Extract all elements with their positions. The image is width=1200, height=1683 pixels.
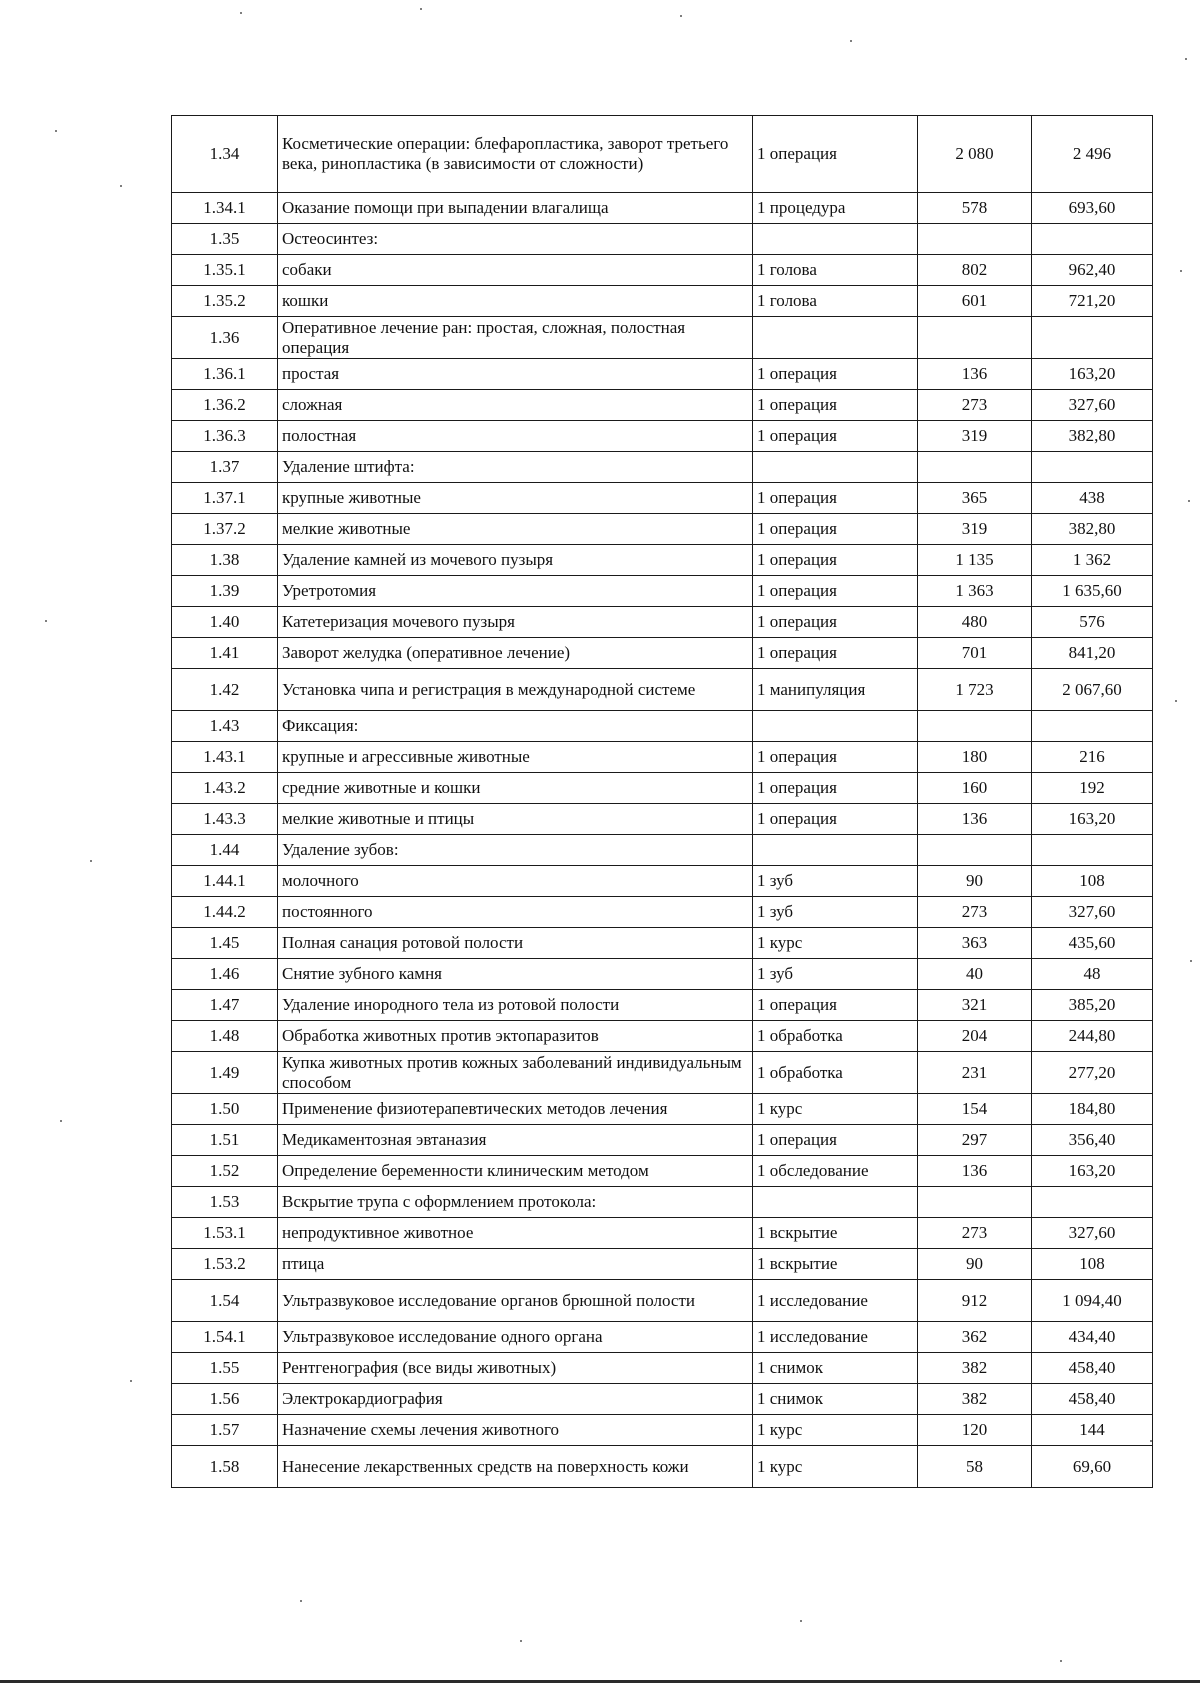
- table-row: [172, 607, 1153, 638]
- row-number-cell: 1.42: [172, 669, 278, 711]
- row-unit-cell: 1 операция: [753, 359, 918, 390]
- row-number-cell: 1.36.1: [172, 359, 278, 390]
- row-name-cell: Уретротомия: [278, 576, 753, 607]
- row-price-cell: 382: [918, 1353, 1032, 1384]
- row-price-vat-cell: 184,80: [1032, 1094, 1153, 1125]
- row-unit-cell: 1 операция: [753, 421, 918, 452]
- row-price-cell: 319: [918, 514, 1032, 545]
- row-name-cell: Катетеризация мочевого пузыря: [278, 607, 753, 638]
- row-unit-cell: 1 курс: [753, 1415, 918, 1446]
- table-row: [172, 638, 1153, 669]
- row-number-cell: 1.36.3: [172, 421, 278, 452]
- row-price-vat-cell: [1032, 1187, 1153, 1218]
- scan-speck: [1185, 58, 1187, 60]
- scan-speck: [1190, 960, 1192, 962]
- row-name-cell: Электрокардиография: [278, 1384, 753, 1415]
- table-row: [172, 193, 1153, 224]
- row-price-vat-cell: 458,40: [1032, 1353, 1153, 1384]
- table-row: [172, 1052, 1153, 1094]
- row-price-vat-cell: 721,20: [1032, 286, 1153, 317]
- table-row: [172, 1094, 1153, 1125]
- row-unit-cell: 1 операция: [753, 514, 918, 545]
- row-price-cell: 160: [918, 773, 1032, 804]
- table-row: [172, 773, 1153, 804]
- row-price-vat-cell: 382,80: [1032, 421, 1153, 452]
- row-price-vat-cell: 458,40: [1032, 1384, 1153, 1415]
- row-number-cell: 1.43.3: [172, 804, 278, 835]
- table-row: [172, 1021, 1153, 1052]
- row-price-cell: 319: [918, 421, 1032, 452]
- row-price-vat-cell: 163,20: [1032, 804, 1153, 835]
- row-unit-cell: 1 операция: [753, 638, 918, 669]
- table-row: [172, 255, 1153, 286]
- row-price-vat-cell: 438: [1032, 483, 1153, 514]
- scan-speck: [1188, 500, 1190, 502]
- row-price-vat-cell: 1 635,60: [1032, 576, 1153, 607]
- scan-speck: [120, 185, 122, 187]
- row-number-cell: 1.40: [172, 607, 278, 638]
- row-price-vat-cell: 356,40: [1032, 1125, 1153, 1156]
- row-unit-cell: 1 операция: [753, 773, 918, 804]
- row-number-cell: 1.34: [172, 116, 278, 193]
- row-price-vat-cell: 108: [1032, 1249, 1153, 1280]
- row-name-cell: Оказание помощи при выпадении влагалища: [278, 193, 753, 224]
- row-price-cell: 382: [918, 1384, 1032, 1415]
- row-price-cell: 273: [918, 1218, 1032, 1249]
- row-name-cell: Определение беременности клиническим методом: [278, 1156, 753, 1187]
- row-price-vat-cell: 244,80: [1032, 1021, 1153, 1052]
- row-price-vat-cell: 327,60: [1032, 1218, 1153, 1249]
- row-unit-cell: 1 операция: [753, 545, 918, 576]
- row-price-vat-cell: 48: [1032, 959, 1153, 990]
- scan-speck: [45, 620, 47, 622]
- row-price-cell: 362: [918, 1322, 1032, 1353]
- row-name-cell: средние животные и кошки: [278, 773, 753, 804]
- table-row: [172, 545, 1153, 576]
- table-row: [172, 452, 1153, 483]
- row-price-cell: 802: [918, 255, 1032, 286]
- table-row: [172, 866, 1153, 897]
- row-name-cell: птица: [278, 1249, 753, 1280]
- row-price-cell: [918, 835, 1032, 866]
- scan-speck: [1175, 700, 1177, 702]
- row-price-cell: 231: [918, 1052, 1032, 1094]
- row-number-cell: 1.50: [172, 1094, 278, 1125]
- row-unit-cell: 1 курс: [753, 1446, 918, 1488]
- row-price-vat-cell: [1032, 835, 1153, 866]
- scan-speck: [300, 1600, 302, 1602]
- row-unit-cell: 1 курс: [753, 928, 918, 959]
- row-price-vat-cell: 962,40: [1032, 255, 1153, 286]
- row-unit-cell: 1 зуб: [753, 897, 918, 928]
- row-name-cell: мелкие животные: [278, 514, 753, 545]
- row-price-cell: 363: [918, 928, 1032, 959]
- row-price-cell: 90: [918, 1249, 1032, 1280]
- scan-speck: [1150, 1440, 1152, 1442]
- row-number-cell: 1.35.2: [172, 286, 278, 317]
- row-price-cell: 912: [918, 1280, 1032, 1322]
- row-name-cell: Удаление зубов:: [278, 835, 753, 866]
- row-number-cell: 1.52: [172, 1156, 278, 1187]
- scan-speck: [800, 1620, 802, 1622]
- row-price-cell: 273: [918, 390, 1032, 421]
- table-row: [172, 390, 1153, 421]
- row-name-cell: Ультразвуковое исследование одного органа: [278, 1322, 753, 1353]
- row-name-cell: Косметические операции: блефаропластика, заворот третьего века, ринопластика (в зависимости от сложности): [278, 116, 753, 193]
- table-row: [172, 1187, 1153, 1218]
- row-price-vat-cell: 163,20: [1032, 1156, 1153, 1187]
- row-number-cell: 1.48: [172, 1021, 278, 1052]
- row-number-cell: 1.41: [172, 638, 278, 669]
- row-number-cell: 1.55: [172, 1353, 278, 1384]
- row-price-cell: 154: [918, 1094, 1032, 1125]
- table-row: [172, 1446, 1153, 1488]
- row-price-vat-cell: [1032, 317, 1153, 359]
- row-name-cell: Ультразвуковое исследование органов брюшной полости: [278, 1280, 753, 1322]
- row-price-vat-cell: [1032, 452, 1153, 483]
- table-row: [172, 1415, 1153, 1446]
- row-unit-cell: [753, 452, 918, 483]
- table-row: [172, 359, 1153, 390]
- table-row: [172, 1249, 1153, 1280]
- row-price-cell: 120: [918, 1415, 1032, 1446]
- table-row: [172, 421, 1153, 452]
- row-name-cell: молочного: [278, 866, 753, 897]
- row-price-cell: 1 135: [918, 545, 1032, 576]
- row-price-vat-cell: 434,40: [1032, 1322, 1153, 1353]
- scan-speck: [850, 40, 852, 42]
- scan-speck: [60, 1120, 62, 1122]
- table-row: [172, 514, 1153, 545]
- row-name-cell: Заворот желудка (оперативное лечение): [278, 638, 753, 669]
- table-row: [172, 116, 1153, 193]
- row-unit-cell: 1 операция: [753, 990, 918, 1021]
- row-number-cell: 1.58: [172, 1446, 278, 1488]
- row-number-cell: 1.43.2: [172, 773, 278, 804]
- table-row: [172, 576, 1153, 607]
- row-price-vat-cell: 576: [1032, 607, 1153, 638]
- table-row: [172, 742, 1153, 773]
- scan-speck: [90, 860, 92, 862]
- table-row: [172, 1384, 1153, 1415]
- row-unit-cell: 1 операция: [753, 483, 918, 514]
- row-unit-cell: 1 вскрытие: [753, 1218, 918, 1249]
- table-row: [172, 928, 1153, 959]
- row-unit-cell: 1 обработка: [753, 1021, 918, 1052]
- row-unit-cell: 1 вскрытие: [753, 1249, 918, 1280]
- row-name-cell: крупные и агрессивные животные: [278, 742, 753, 773]
- row-number-cell: 1.54.1: [172, 1322, 278, 1353]
- row-price-cell: 578: [918, 193, 1032, 224]
- row-name-cell: собаки: [278, 255, 753, 286]
- price-table-body: [172, 116, 1153, 1488]
- row-name-cell: Нанесение лекарственных средств на поверхность кожи: [278, 1446, 753, 1488]
- row-price-cell: [918, 224, 1032, 255]
- row-name-cell: Установка чипа и регистрация в международной системе: [278, 669, 753, 711]
- row-unit-cell: [753, 711, 918, 742]
- table-row: [172, 1280, 1153, 1322]
- row-number-cell: 1.43.1: [172, 742, 278, 773]
- row-price-vat-cell: 2 496: [1032, 116, 1153, 193]
- row-name-cell: Снятие зубного камня: [278, 959, 753, 990]
- row-price-vat-cell: 144: [1032, 1415, 1153, 1446]
- row-number-cell: 1.47: [172, 990, 278, 1021]
- row-unit-cell: 1 исследование: [753, 1322, 918, 1353]
- row-price-cell: 1 723: [918, 669, 1032, 711]
- table-row: [172, 804, 1153, 835]
- row-number-cell: 1.37: [172, 452, 278, 483]
- row-price-cell: [918, 1187, 1032, 1218]
- row-price-cell: 136: [918, 804, 1032, 835]
- row-unit-cell: 1 курс: [753, 1094, 918, 1125]
- row-number-cell: 1.44.1: [172, 866, 278, 897]
- row-number-cell: 1.53.2: [172, 1249, 278, 1280]
- table-row: [172, 669, 1153, 711]
- table-row: [172, 1218, 1153, 1249]
- row-name-cell: Рентгенография (все виды животных): [278, 1353, 753, 1384]
- row-name-cell: Применение физиотерапевтических методов лечения: [278, 1094, 753, 1125]
- row-name-cell: Медикаментозная эвтаназия: [278, 1125, 753, 1156]
- row-unit-cell: 1 обследование: [753, 1156, 918, 1187]
- row-number-cell: 1.53.1: [172, 1218, 278, 1249]
- row-price-vat-cell: 435,60: [1032, 928, 1153, 959]
- row-price-vat-cell: 2 067,60: [1032, 669, 1153, 711]
- row-unit-cell: 1 снимок: [753, 1353, 918, 1384]
- row-number-cell: 1.35.1: [172, 255, 278, 286]
- row-number-cell: 1.53: [172, 1187, 278, 1218]
- row-price-cell: 701: [918, 638, 1032, 669]
- row-unit-cell: 1 манипуляция: [753, 669, 918, 711]
- row-price-vat-cell: 1 362: [1032, 545, 1153, 576]
- row-number-cell: 1.34.1: [172, 193, 278, 224]
- row-price-cell: 273: [918, 897, 1032, 928]
- row-number-cell: 1.46: [172, 959, 278, 990]
- scan-speck: [130, 1380, 132, 1382]
- table-row: [172, 990, 1153, 1021]
- table-row: [172, 1156, 1153, 1187]
- row-price-vat-cell: 841,20: [1032, 638, 1153, 669]
- row-name-cell: полостная: [278, 421, 753, 452]
- row-name-cell: Удаление камней из мочевого пузыря: [278, 545, 753, 576]
- row-price-cell: 1 363: [918, 576, 1032, 607]
- row-number-cell: 1.38: [172, 545, 278, 576]
- row-price-vat-cell: 1 094,40: [1032, 1280, 1153, 1322]
- row-unit-cell: 1 зуб: [753, 866, 918, 897]
- row-name-cell: кошки: [278, 286, 753, 317]
- row-name-cell: Назначение схемы лечения животного: [278, 1415, 753, 1446]
- row-price-cell: 321: [918, 990, 1032, 1021]
- row-unit-cell: 1 снимок: [753, 1384, 918, 1415]
- row-price-vat-cell: 385,20: [1032, 990, 1153, 1021]
- row-name-cell: простая: [278, 359, 753, 390]
- row-price-cell: 58: [918, 1446, 1032, 1488]
- row-unit-cell: 1 процедура: [753, 193, 918, 224]
- row-name-cell: Фиксация:: [278, 711, 753, 742]
- table-row: [172, 959, 1153, 990]
- row-number-cell: 1.37.1: [172, 483, 278, 514]
- row-price-vat-cell: 108: [1032, 866, 1153, 897]
- row-unit-cell: 1 операция: [753, 742, 918, 773]
- table-row: [172, 1353, 1153, 1384]
- row-price-vat-cell: 192: [1032, 773, 1153, 804]
- scan-speck: [55, 130, 57, 132]
- row-unit-cell: 1 голова: [753, 286, 918, 317]
- row-price-vat-cell: 693,60: [1032, 193, 1153, 224]
- table-row: [172, 286, 1153, 317]
- row-name-cell: Вскрытие трупа с оформлением протокола:: [278, 1187, 753, 1218]
- row-number-cell: 1.56: [172, 1384, 278, 1415]
- row-price-vat-cell: 163,20: [1032, 359, 1153, 390]
- row-price-cell: 136: [918, 359, 1032, 390]
- row-number-cell: 1.44.2: [172, 897, 278, 928]
- row-price-vat-cell: 382,80: [1032, 514, 1153, 545]
- row-number-cell: 1.37.2: [172, 514, 278, 545]
- row-number-cell: 1.39: [172, 576, 278, 607]
- scan-speck: [520, 1640, 522, 1642]
- row-number-cell: 1.54: [172, 1280, 278, 1322]
- row-name-cell: Удаление штифта:: [278, 452, 753, 483]
- row-price-vat-cell: [1032, 711, 1153, 742]
- row-unit-cell: 1 операция: [753, 576, 918, 607]
- row-unit-cell: 1 исследование: [753, 1280, 918, 1322]
- row-price-cell: 297: [918, 1125, 1032, 1156]
- row-unit-cell: 1 операция: [753, 390, 918, 421]
- row-name-cell: Удаление инородного тела из ротовой полости: [278, 990, 753, 1021]
- row-number-cell: 1.51: [172, 1125, 278, 1156]
- table-row: [172, 317, 1153, 359]
- price-table: [171, 115, 1153, 1488]
- row-price-vat-cell: 69,60: [1032, 1446, 1153, 1488]
- row-price-cell: 2 080: [918, 116, 1032, 193]
- row-price-cell: 480: [918, 607, 1032, 638]
- row-number-cell: 1.45: [172, 928, 278, 959]
- row-price-vat-cell: 216: [1032, 742, 1153, 773]
- row-price-cell: 365: [918, 483, 1032, 514]
- table-row: [172, 835, 1153, 866]
- row-unit-cell: [753, 1187, 918, 1218]
- scan-speck: [240, 12, 242, 14]
- row-unit-cell: [753, 835, 918, 866]
- row-unit-cell: 1 голова: [753, 255, 918, 286]
- table-row: [172, 483, 1153, 514]
- row-price-vat-cell: 327,60: [1032, 897, 1153, 928]
- row-number-cell: 1.36: [172, 317, 278, 359]
- row-number-cell: 1.57: [172, 1415, 278, 1446]
- row-unit-cell: 1 операция: [753, 1125, 918, 1156]
- row-price-vat-cell: 327,60: [1032, 390, 1153, 421]
- row-unit-cell: 1 зуб: [753, 959, 918, 990]
- table-row: [172, 1322, 1153, 1353]
- row-name-cell: мелкие животные и птицы: [278, 804, 753, 835]
- row-price-cell: 40: [918, 959, 1032, 990]
- row-name-cell: Купка животных против кожных заболеваний индивидуальным способом: [278, 1052, 753, 1094]
- row-number-cell: 1.36.2: [172, 390, 278, 421]
- row-price-vat-cell: 277,20: [1032, 1052, 1153, 1094]
- row-unit-cell: 1 обработка: [753, 1052, 918, 1094]
- row-unit-cell: 1 операция: [753, 116, 918, 193]
- row-name-cell: сложная: [278, 390, 753, 421]
- row-name-cell: непродуктивное животное: [278, 1218, 753, 1249]
- row-name-cell: Остеосинтез:: [278, 224, 753, 255]
- row-unit-cell: [753, 224, 918, 255]
- table-row: [172, 1125, 1153, 1156]
- row-price-cell: 90: [918, 866, 1032, 897]
- row-price-vat-cell: [1032, 224, 1153, 255]
- row-price-cell: [918, 711, 1032, 742]
- table-row: [172, 711, 1153, 742]
- row-name-cell: Обработка животных против эктопаразитов: [278, 1021, 753, 1052]
- table-row: [172, 897, 1153, 928]
- row-name-cell: постоянного: [278, 897, 753, 928]
- row-unit-cell: 1 операция: [753, 607, 918, 638]
- row-number-cell: 1.43: [172, 711, 278, 742]
- row-price-cell: 136: [918, 1156, 1032, 1187]
- row-price-cell: [918, 317, 1032, 359]
- row-price-cell: 601: [918, 286, 1032, 317]
- row-unit-cell: [753, 317, 918, 359]
- scan-speck: [1180, 270, 1182, 272]
- row-unit-cell: 1 операция: [753, 804, 918, 835]
- row-name-cell: Полная санация ротовой полости: [278, 928, 753, 959]
- scan-speck: [1060, 1660, 1062, 1662]
- row-price-cell: [918, 452, 1032, 483]
- row-number-cell: 1.44: [172, 835, 278, 866]
- row-price-cell: 180: [918, 742, 1032, 773]
- row-name-cell: крупные животные: [278, 483, 753, 514]
- row-name-cell: Оперативное лечение ран: простая, сложная, полостная операция: [278, 317, 753, 359]
- row-price-cell: 204: [918, 1021, 1032, 1052]
- scan-speck: [680, 15, 682, 17]
- row-number-cell: 1.49: [172, 1052, 278, 1094]
- table-row: [172, 224, 1153, 255]
- scan-speck: [420, 8, 422, 10]
- row-number-cell: 1.35: [172, 224, 278, 255]
